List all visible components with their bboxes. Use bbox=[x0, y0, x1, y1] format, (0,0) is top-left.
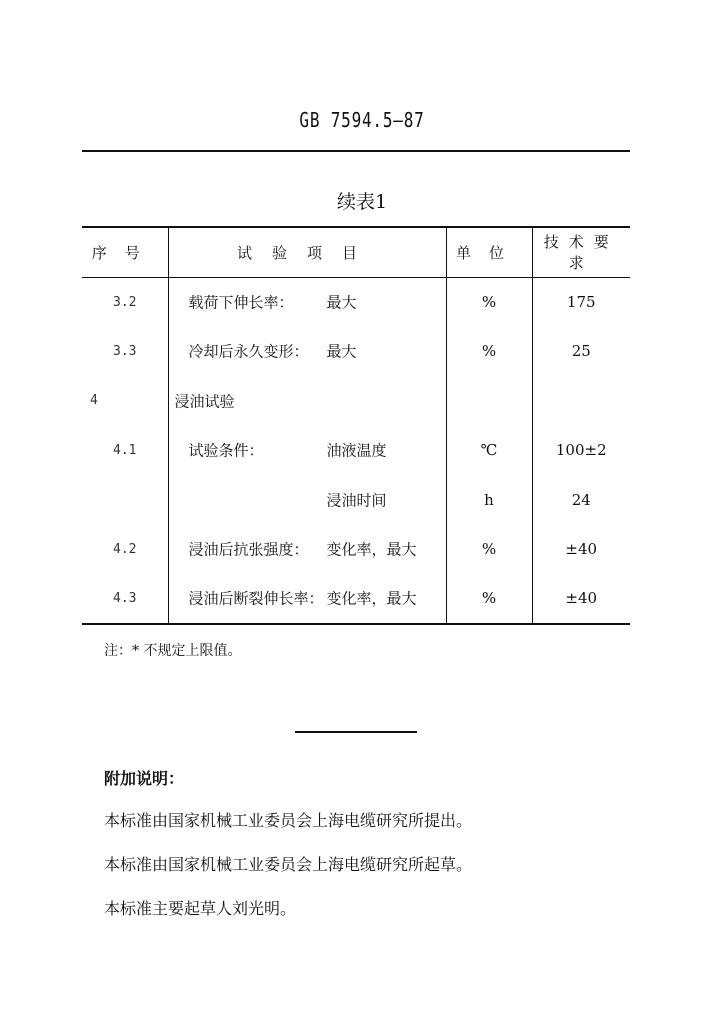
row-number bbox=[82, 475, 168, 525]
header-rule bbox=[82, 150, 630, 152]
row-unit: % bbox=[446, 525, 532, 575]
table-row bbox=[82, 525, 630, 575]
table-row bbox=[82, 475, 630, 525]
row-number: 4.1 bbox=[113, 442, 137, 458]
appendix-title: 附加说明： bbox=[104, 769, 185, 788]
row-number: 4.2 bbox=[113, 541, 137, 557]
row-item: 载荷下伸长率： bbox=[188, 293, 294, 312]
row-requirement: 175 bbox=[532, 277, 630, 327]
appendix-line-proposer: 本标准由国家机械工业委员会上海电缆研究所提出。 bbox=[104, 811, 473, 830]
row-unit: ℃ bbox=[446, 426, 532, 476]
row-item-cell bbox=[168, 277, 446, 327]
column-header-number: 序号 bbox=[82, 227, 168, 277]
row-number: 3.3 bbox=[113, 343, 137, 359]
table-header-row bbox=[82, 227, 630, 277]
row-unit: % bbox=[446, 574, 532, 624]
row-requirement: ±40 bbox=[532, 525, 630, 575]
standard-number: GB 7594.5—87 bbox=[299, 108, 425, 132]
row-condition: 最大 bbox=[326, 293, 357, 312]
row-requirement bbox=[532, 376, 630, 426]
row-requirement: 24 bbox=[532, 475, 630, 525]
row-item-cell bbox=[168, 574, 446, 624]
table-row bbox=[82, 426, 630, 476]
spec-table bbox=[82, 226, 630, 625]
row-condition: 浸油时间 bbox=[326, 491, 387, 510]
row-requirement: ±40 bbox=[532, 574, 630, 624]
row-item: 冷却后永久变形： bbox=[188, 342, 309, 361]
row-unit: % bbox=[446, 277, 532, 327]
row-unit bbox=[446, 376, 532, 426]
appendix-line-drafter: 本标准由国家机械工业委员会上海电缆研究所起草。 bbox=[104, 855, 473, 874]
table-caption: 续表1 bbox=[336, 191, 388, 213]
column-header-unit: 单位 bbox=[446, 227, 532, 277]
row-item-cell bbox=[168, 376, 446, 426]
row-item-cell bbox=[168, 475, 446, 525]
row-condition: 最大 bbox=[326, 342, 357, 361]
row-number: 4.3 bbox=[82, 574, 168, 624]
row-item-cell bbox=[168, 525, 446, 575]
row-condition: 变化率，最大 bbox=[326, 540, 417, 559]
appendix-line-author: 本标准主要起草人刘光明。 bbox=[104, 899, 297, 918]
section-divider bbox=[295, 731, 417, 733]
row-item-cell bbox=[168, 426, 446, 476]
column-header-requirement: 技术要求 bbox=[532, 227, 630, 277]
row-requirement: 100±2 bbox=[532, 426, 630, 476]
row-condition: 变化率，最大 bbox=[326, 589, 417, 608]
row-condition: 油液温度 bbox=[326, 441, 387, 460]
row-unit: h bbox=[446, 475, 532, 525]
table-note: 注：* 不规定上限值。 bbox=[104, 643, 242, 659]
row-item: 浸油试验 bbox=[174, 392, 235, 411]
row-number: 4 bbox=[90, 393, 98, 409]
row-item-cell bbox=[168, 327, 446, 377]
row-item: 试验条件： bbox=[188, 441, 264, 460]
table-row bbox=[82, 574, 630, 624]
row-item: 浸油后断裂伸长率： bbox=[188, 589, 324, 608]
row-unit: % bbox=[446, 327, 532, 377]
table-row bbox=[82, 277, 630, 327]
column-header-test-item: 试验项目 bbox=[168, 227, 446, 277]
table-row bbox=[82, 327, 630, 377]
row-requirement: 25 bbox=[532, 327, 630, 377]
row-item: 浸油后抗张强度： bbox=[188, 540, 309, 559]
row-number: 3.2 bbox=[113, 294, 137, 310]
table-row bbox=[82, 376, 630, 426]
